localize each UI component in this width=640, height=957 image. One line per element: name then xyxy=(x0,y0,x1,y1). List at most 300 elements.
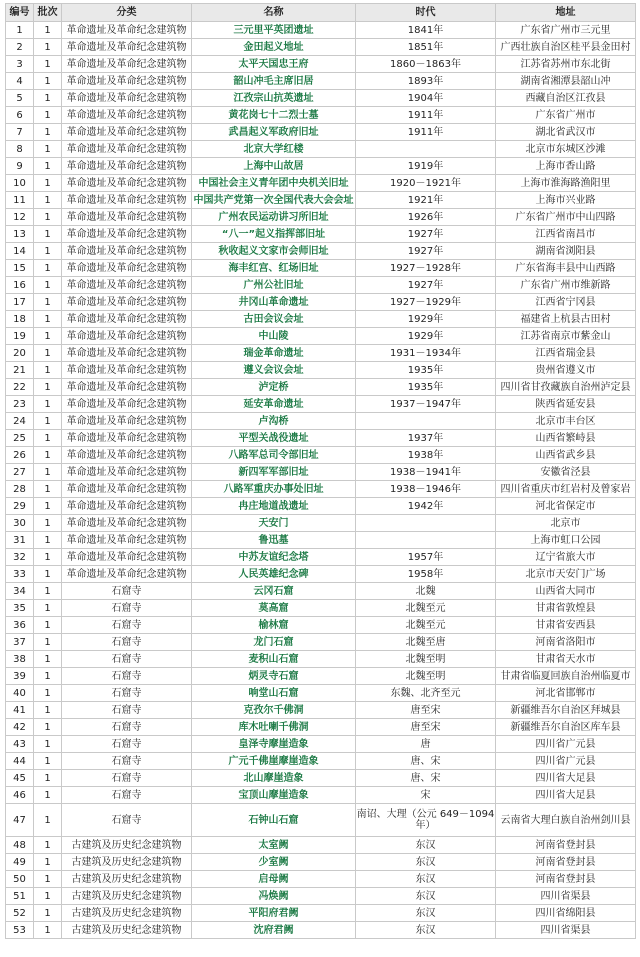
cell-name: 鲁迅墓 xyxy=(192,532,356,549)
cell-batch: 1 xyxy=(34,22,62,39)
cell-number: 19 xyxy=(6,328,34,345)
cell-era: 1929年 xyxy=(356,328,496,345)
cell-batch: 1 xyxy=(34,600,62,617)
cell-batch: 1 xyxy=(34,175,62,192)
cell-name: 三元里平英团遗址 xyxy=(192,22,356,39)
cell-batch: 1 xyxy=(34,158,62,175)
cell-batch: 1 xyxy=(34,379,62,396)
cell-category: 革命遗址及革命纪念建筑物 xyxy=(62,515,192,532)
table-row xyxy=(6,175,636,192)
cell-address: 西藏自治区江孜县 xyxy=(496,90,636,107)
table-row xyxy=(6,73,636,90)
cell-name: 广州农民运动讲习所旧址 xyxy=(192,209,356,226)
cell-batch: 1 xyxy=(34,634,62,651)
cell-batch: 1 xyxy=(34,566,62,583)
cell-category: 古建筑及历史纪念建筑物 xyxy=(62,905,192,922)
cell-category: 革命遗址及革命纪念建筑物 xyxy=(62,175,192,192)
cell-category: 革命遗址及革命纪念建筑物 xyxy=(62,22,192,39)
cell-number: 40 xyxy=(6,685,34,702)
cell-address: 江苏省苏州市东北街 xyxy=(496,56,636,73)
table-row xyxy=(6,498,636,515)
cell-address: 河南省登封县 xyxy=(496,871,636,888)
table-row xyxy=(6,158,636,175)
cell-address: 贵州省遵义市 xyxy=(496,362,636,379)
cell-name: 八路军总司令部旧址 xyxy=(192,447,356,464)
cell-name: 中国共产党第一次全国代表大会会址 xyxy=(192,192,356,209)
cell-name: 中山陵 xyxy=(192,328,356,345)
table-row xyxy=(6,871,636,888)
cell-number: 15 xyxy=(6,260,34,277)
cell-category: 革命遗址及革命纪念建筑物 xyxy=(62,141,192,158)
cell-batch: 1 xyxy=(34,753,62,770)
header-era: 时代 xyxy=(356,4,496,22)
cell-address: 湖南省浏阳县 xyxy=(496,243,636,260)
cell-name: 金田起义地址 xyxy=(192,39,356,56)
cell-number: 31 xyxy=(6,532,34,549)
cell-category: 革命遗址及革命纪念建筑物 xyxy=(62,498,192,515)
cell-number: 11 xyxy=(6,192,34,209)
cell-category: 革命遗址及革命纪念建筑物 xyxy=(62,107,192,124)
cell-address: 四川省渠县 xyxy=(496,922,636,939)
cell-category: 革命遗址及革命纪念建筑物 xyxy=(62,413,192,430)
cell-name: 克孜尔千佛洞 xyxy=(192,702,356,719)
cell-batch: 1 xyxy=(34,124,62,141)
cell-batch: 1 xyxy=(34,447,62,464)
cell-name: 人民英雄纪念碑 xyxy=(192,566,356,583)
cell-batch: 1 xyxy=(34,430,62,447)
cell-category: 革命遗址及革命纪念建筑物 xyxy=(62,226,192,243)
table-row xyxy=(6,481,636,498)
cell-era: 北魏至元 xyxy=(356,617,496,634)
cell-category: 石窟寺 xyxy=(62,736,192,753)
cell-number: 23 xyxy=(6,396,34,413)
cell-number: 18 xyxy=(6,311,34,328)
cell-number: 13 xyxy=(6,226,34,243)
cell-address: 甘肃省临夏回族自治州临夏市 xyxy=(496,668,636,685)
cell-name: 龙门石窟 xyxy=(192,634,356,651)
cell-name: 库木吐喇千佛洞 xyxy=(192,719,356,736)
cell-number: 43 xyxy=(6,736,34,753)
cell-number: 22 xyxy=(6,379,34,396)
cell-era: 1938－1946年 xyxy=(356,481,496,498)
cell-batch: 1 xyxy=(34,90,62,107)
cell-category: 革命遗址及革命纪念建筑物 xyxy=(62,464,192,481)
cell-batch: 1 xyxy=(34,294,62,311)
cell-number: 41 xyxy=(6,702,34,719)
table-row xyxy=(6,837,636,854)
cell-number: 10 xyxy=(6,175,34,192)
cell-number: 39 xyxy=(6,668,34,685)
cell-address: 福建省上杭县古田村 xyxy=(496,311,636,328)
cell-address: 河南省登封县 xyxy=(496,854,636,871)
cell-address: 四川省绵阳县 xyxy=(496,905,636,922)
cell-address: 甘肃省天水市 xyxy=(496,651,636,668)
cell-number: 37 xyxy=(6,634,34,651)
cell-era xyxy=(356,413,496,430)
header-row xyxy=(6,4,636,22)
cell-category: 革命遗址及革命纪念建筑物 xyxy=(62,328,192,345)
cell-category: 革命遗址及革命纪念建筑物 xyxy=(62,90,192,107)
cell-category: 古建筑及历史纪念建筑物 xyxy=(62,871,192,888)
cell-batch: 1 xyxy=(34,277,62,294)
cell-name: 莫高窟 xyxy=(192,600,356,617)
cell-number: 27 xyxy=(6,464,34,481)
cell-name: 平阳府君阙 xyxy=(192,905,356,922)
table-row xyxy=(6,243,636,260)
cell-era: 1935年 xyxy=(356,362,496,379)
cell-address: 四川省甘孜藏族自治州泸定县 xyxy=(496,379,636,396)
cell-number: 34 xyxy=(6,583,34,600)
cell-era: 东魏、北齐至元 xyxy=(356,685,496,702)
cell-era: 1937－1947年 xyxy=(356,396,496,413)
cell-category: 革命遗址及革命纪念建筑物 xyxy=(62,549,192,566)
cell-category: 革命遗址及革命纪念建筑物 xyxy=(62,362,192,379)
table-row xyxy=(6,668,636,685)
cell-category: 革命遗址及革命纪念建筑物 xyxy=(62,243,192,260)
table-row xyxy=(6,379,636,396)
cell-number: 9 xyxy=(6,158,34,175)
cell-batch: 1 xyxy=(34,498,62,515)
cell-address: 四川省重庆市红岩村及曾家岩 xyxy=(496,481,636,498)
cell-era: 1935年 xyxy=(356,379,496,396)
cell-number: 25 xyxy=(6,430,34,447)
cell-era: 东汉 xyxy=(356,871,496,888)
cell-batch: 1 xyxy=(34,209,62,226)
cell-category: 石窟寺 xyxy=(62,804,192,837)
cell-name: 八路军重庆办事处旧址 xyxy=(192,481,356,498)
cell-category: 石窟寺 xyxy=(62,685,192,702)
cell-number: 36 xyxy=(6,617,34,634)
cell-category: 石窟寺 xyxy=(62,719,192,736)
cell-batch: 1 xyxy=(34,871,62,888)
cell-category: 革命遗址及革命纪念建筑物 xyxy=(62,379,192,396)
cell-address: 广东省海丰县中山西路 xyxy=(496,260,636,277)
cell-era: 东汉 xyxy=(356,837,496,854)
cell-number: 51 xyxy=(6,888,34,905)
cell-address: 四川省大足县 xyxy=(496,787,636,804)
cell-batch: 1 xyxy=(34,311,62,328)
table-row xyxy=(6,905,636,922)
cell-category: 石窟寺 xyxy=(62,753,192,770)
cell-number: 16 xyxy=(6,277,34,294)
table-row xyxy=(6,702,636,719)
cell-name: 麦积山石窟 xyxy=(192,651,356,668)
table-row xyxy=(6,294,636,311)
cell-address: 甘肃省安西县 xyxy=(496,617,636,634)
cell-name: 延安革命遗址 xyxy=(192,396,356,413)
cell-era: 1927年 xyxy=(356,226,496,243)
cell-era: 1860－1863年 xyxy=(356,56,496,73)
cell-address: 四川省大足县 xyxy=(496,770,636,787)
cell-address: 上海市虹口公园 xyxy=(496,532,636,549)
cell-number: 46 xyxy=(6,787,34,804)
cell-era: 1927年 xyxy=(356,243,496,260)
header-address: 地址 xyxy=(496,4,636,22)
table-row xyxy=(6,736,636,753)
cell-number: 12 xyxy=(6,209,34,226)
cell-batch: 1 xyxy=(34,107,62,124)
cell-name: 皇泽寺摩崖造象 xyxy=(192,736,356,753)
cell-batch: 1 xyxy=(34,668,62,685)
cell-address: 北京市丰台区 xyxy=(496,413,636,430)
cell-batch: 1 xyxy=(34,515,62,532)
cell-era: 1904年 xyxy=(356,90,496,107)
cell-batch: 1 xyxy=(34,39,62,56)
cell-batch: 1 xyxy=(34,260,62,277)
cell-era: 东汉 xyxy=(356,905,496,922)
cell-batch: 1 xyxy=(34,464,62,481)
cell-number: 5 xyxy=(6,90,34,107)
cell-era xyxy=(356,141,496,158)
cell-era: 东汉 xyxy=(356,854,496,871)
cell-name: 云冈石窟 xyxy=(192,583,356,600)
cell-batch: 1 xyxy=(34,362,62,379)
header-batch: 批次 xyxy=(34,4,62,22)
table-row xyxy=(6,447,636,464)
cell-number: 26 xyxy=(6,447,34,464)
cell-name: 韶山冲毛主席旧居 xyxy=(192,73,356,90)
cell-category: 古建筑及历史纪念建筑物 xyxy=(62,854,192,871)
table-row xyxy=(6,854,636,871)
cell-address: 山西省武乡县 xyxy=(496,447,636,464)
cell-number: 30 xyxy=(6,515,34,532)
cell-address: 陕西省延安县 xyxy=(496,396,636,413)
table-row xyxy=(6,719,636,736)
cell-era: 1893年 xyxy=(356,73,496,90)
table-row xyxy=(6,770,636,787)
cell-category: 革命遗址及革命纪念建筑物 xyxy=(62,294,192,311)
cell-number: 29 xyxy=(6,498,34,515)
cell-era: 宋 xyxy=(356,787,496,804)
cell-name: 海丰红宫、红场旧址 xyxy=(192,260,356,277)
cell-batch: 1 xyxy=(34,192,62,209)
table-row xyxy=(6,888,636,905)
cell-era: 东汉 xyxy=(356,922,496,939)
cell-address: 广西壮族自治区桂平县金田村 xyxy=(496,39,636,56)
cell-name: 上海中山故居 xyxy=(192,158,356,175)
cell-name: 古田会议会址 xyxy=(192,311,356,328)
table-row xyxy=(6,192,636,209)
cell-address: 北京市 xyxy=(496,515,636,532)
cell-category: 革命遗址及革命纪念建筑物 xyxy=(62,124,192,141)
cell-category: 古建筑及历史纪念建筑物 xyxy=(62,888,192,905)
cell-era: 南诏、大理（公元 649－1094年） xyxy=(356,804,496,837)
table-row xyxy=(6,430,636,447)
table-row xyxy=(6,532,636,549)
cell-address: 四川省渠县 xyxy=(496,888,636,905)
cell-number: 42 xyxy=(6,719,34,736)
cell-address: 云南省大理白族自治州剑川县 xyxy=(496,804,636,837)
cell-batch: 1 xyxy=(34,854,62,871)
cell-category: 石窟寺 xyxy=(62,702,192,719)
cell-name: 中苏友谊纪念塔 xyxy=(192,549,356,566)
cell-batch: 1 xyxy=(34,243,62,260)
table-row xyxy=(6,566,636,583)
cell-era: 1938－1941年 xyxy=(356,464,496,481)
cell-number: 38 xyxy=(6,651,34,668)
table-row xyxy=(6,107,636,124)
table-row xyxy=(6,600,636,617)
cell-category: 革命遗址及革命纪念建筑物 xyxy=(62,158,192,175)
cell-category: 革命遗址及革命纪念建筑物 xyxy=(62,56,192,73)
cell-address: 北京市东城区沙滩 xyxy=(496,141,636,158)
cell-batch: 1 xyxy=(34,617,62,634)
cell-batch: 1 xyxy=(34,481,62,498)
cell-number: 6 xyxy=(6,107,34,124)
cell-era: 1958年 xyxy=(356,566,496,583)
cell-address: 上海市兴业路 xyxy=(496,192,636,209)
table-row xyxy=(6,345,636,362)
cell-era: 唐至宋 xyxy=(356,719,496,736)
cell-name: 遵义会议会址 xyxy=(192,362,356,379)
table-row xyxy=(6,464,636,481)
cell-batch: 1 xyxy=(34,804,62,837)
cell-category: 革命遗址及革命纪念建筑物 xyxy=(62,192,192,209)
cell-name: 太平天国忠王府 xyxy=(192,56,356,73)
cell-batch: 1 xyxy=(34,141,62,158)
cell-category: 古建筑及历史纪念建筑物 xyxy=(62,922,192,939)
table-row xyxy=(6,583,636,600)
cell-name: 中国社会主义青年团中央机关旧址 xyxy=(192,175,356,192)
cell-number: 52 xyxy=(6,905,34,922)
cell-name: 榆林窟 xyxy=(192,617,356,634)
cell-category: 革命遗址及革命纪念建筑物 xyxy=(62,566,192,583)
table-row xyxy=(6,56,636,73)
cell-era: 北魏至明 xyxy=(356,651,496,668)
cell-batch: 1 xyxy=(34,549,62,566)
cell-batch: 1 xyxy=(34,905,62,922)
cell-number: 17 xyxy=(6,294,34,311)
cell-batch: 1 xyxy=(34,413,62,430)
table-row xyxy=(6,804,636,837)
table-row xyxy=(6,685,636,702)
cell-number: 24 xyxy=(6,413,34,430)
table-row xyxy=(6,617,636,634)
cell-category: 石窟寺 xyxy=(62,651,192,668)
cell-address: 新疆维吾尔自治区拜城县 xyxy=(496,702,636,719)
cell-address: 四川省广元县 xyxy=(496,753,636,770)
cell-address: 湖南省湘潭县韶山冲 xyxy=(496,73,636,90)
table-row xyxy=(6,787,636,804)
cell-era: 唐至宋 xyxy=(356,702,496,719)
cell-address: 河南省洛阳市 xyxy=(496,634,636,651)
cell-address: 辽宁省旅大市 xyxy=(496,549,636,566)
cell-category: 革命遗址及革命纪念建筑物 xyxy=(62,532,192,549)
cell-category: 革命遗址及革命纪念建筑物 xyxy=(62,277,192,294)
cell-address: 江西省瑞金县 xyxy=(496,345,636,362)
cell-name: 启母阙 xyxy=(192,871,356,888)
cell-category: 石窟寺 xyxy=(62,634,192,651)
cell-number: 45 xyxy=(6,770,34,787)
cell-address: 河南省登封县 xyxy=(496,837,636,854)
cell-name: 秋收起义文家市会师旧址 xyxy=(192,243,356,260)
cell-era: 北魏至元 xyxy=(356,600,496,617)
cell-name: 少室阙 xyxy=(192,854,356,871)
cell-batch: 1 xyxy=(34,73,62,90)
cell-era: 1937年 xyxy=(356,430,496,447)
cell-batch: 1 xyxy=(34,736,62,753)
cell-name: 石钟山石窟 xyxy=(192,804,356,837)
cell-name: “八一”起义指挥部旧址 xyxy=(192,226,356,243)
table-row xyxy=(6,260,636,277)
table-row xyxy=(6,311,636,328)
cell-category: 石窟寺 xyxy=(62,600,192,617)
cell-number: 50 xyxy=(6,871,34,888)
cell-address: 江苏省南京市紫金山 xyxy=(496,328,636,345)
cell-batch: 1 xyxy=(34,685,62,702)
cell-name: 冯焕阙 xyxy=(192,888,356,905)
cell-name: 新四军军部旧址 xyxy=(192,464,356,481)
cell-batch: 1 xyxy=(34,226,62,243)
heritage-sites-table xyxy=(5,3,636,939)
table-row xyxy=(6,22,636,39)
cell-name: 卢沟桥 xyxy=(192,413,356,430)
cell-number: 7 xyxy=(6,124,34,141)
cell-batch: 1 xyxy=(34,770,62,787)
header-name: 名称 xyxy=(192,4,356,22)
cell-number: 3 xyxy=(6,56,34,73)
cell-number: 49 xyxy=(6,854,34,871)
cell-name: 广元千佛崖摩崖造象 xyxy=(192,753,356,770)
cell-batch: 1 xyxy=(34,345,62,362)
cell-category: 革命遗址及革命纪念建筑物 xyxy=(62,260,192,277)
cell-era: 北魏 xyxy=(356,583,496,600)
cell-category: 革命遗址及革命纪念建筑物 xyxy=(62,345,192,362)
cell-category: 石窟寺 xyxy=(62,617,192,634)
header-number: 编号 xyxy=(6,4,34,22)
cell-category: 革命遗址及革命纪念建筑物 xyxy=(62,39,192,56)
cell-name: 北京大学红楼 xyxy=(192,141,356,158)
cell-address: 江西省宁冈县 xyxy=(496,294,636,311)
table-row xyxy=(6,328,636,345)
cell-batch: 1 xyxy=(34,888,62,905)
cell-batch: 1 xyxy=(34,719,62,736)
cell-address: 江西省南昌市 xyxy=(496,226,636,243)
cell-category: 石窟寺 xyxy=(62,770,192,787)
table-row xyxy=(6,651,636,668)
cell-address: 安徽省泾县 xyxy=(496,464,636,481)
cell-era: 1927－1928年 xyxy=(356,260,496,277)
cell-batch: 1 xyxy=(34,651,62,668)
cell-number: 53 xyxy=(6,922,34,939)
cell-batch: 1 xyxy=(34,56,62,73)
cell-era: 1929年 xyxy=(356,311,496,328)
cell-number: 44 xyxy=(6,753,34,770)
cell-name: 炳灵寺石窟 xyxy=(192,668,356,685)
cell-era: 1957年 xyxy=(356,549,496,566)
cell-address: 上海市淮海路渔阳里 xyxy=(496,175,636,192)
table-row xyxy=(6,413,636,430)
cell-category: 革命遗址及革命纪念建筑物 xyxy=(62,430,192,447)
table-row xyxy=(6,141,636,158)
cell-name: 武昌起义军政府旧址 xyxy=(192,124,356,141)
cell-name: 江孜宗山抗英遗址 xyxy=(192,90,356,107)
table-row xyxy=(6,549,636,566)
table-row xyxy=(6,515,636,532)
cell-name: 广州公社旧址 xyxy=(192,277,356,294)
cell-address: 山西省大同市 xyxy=(496,583,636,600)
cell-category: 石窟寺 xyxy=(62,583,192,600)
cell-name: 宝顶山摩崖造象 xyxy=(192,787,356,804)
cell-address: 广东省广州市三元里 xyxy=(496,22,636,39)
cell-era: 1911年 xyxy=(356,107,496,124)
table-row xyxy=(6,124,636,141)
cell-number: 21 xyxy=(6,362,34,379)
cell-era: 1919年 xyxy=(356,158,496,175)
cell-number: 33 xyxy=(6,566,34,583)
cell-number: 2 xyxy=(6,39,34,56)
cell-address: 北京市天安门广场 xyxy=(496,566,636,583)
